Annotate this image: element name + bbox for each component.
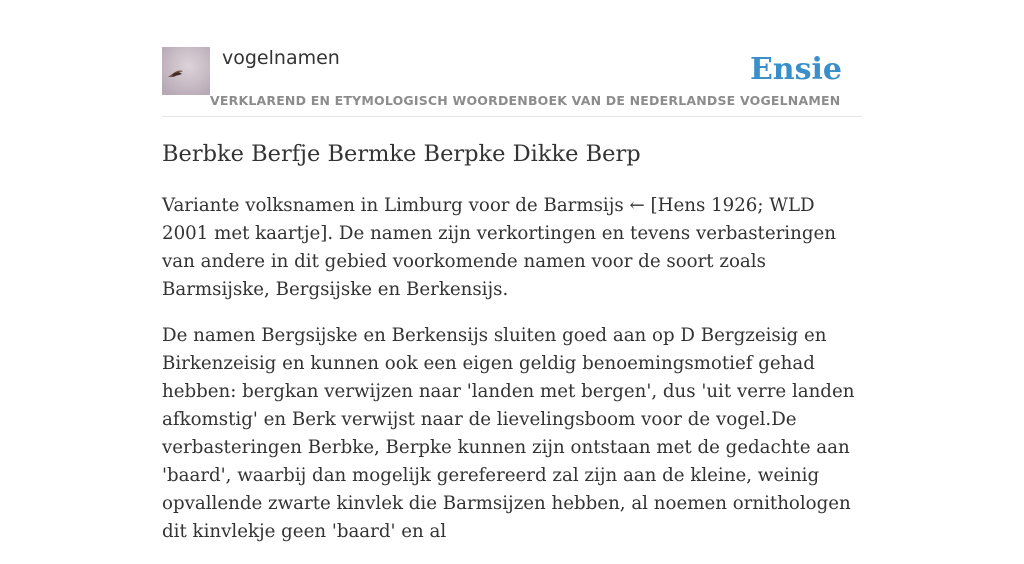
ensie-logo-link[interactable]: Ensie	[749, 52, 842, 87]
site-subtitle: VERKLAREND EN ETYMOLOGISCH WOORDENBOEK VAN DE NEDERLANDSE VOGELNAMEN	[210, 93, 841, 108]
site-name-link[interactable]: vogelnamen	[222, 47, 340, 69]
article-paragraph: De namen Bergsijske en Berkensijs sluiten goed aan op D Bergzeisig en Birkenzeisig en kunnen ook een eigen geldig benoemingsmotief gehad hebben: bergkan verwijzen naar 'landen met bergen', dus 'uit verre landen afkomstig' en Berk verwijst naar de lievelingsboom voor de vogel.De verbasteringen Berbke, Berpke kunnen zijn ontstaan met de gedachte aan 'baard', waarbij dan mogelijk gerefereerd zal zijn aan de kleine, weinig opvallende zwarte kinvlek die Barmsijzen hebben, al noemen ornithologen dit kinvlekje geen 'baard' en al	[162, 325, 855, 542]
page-title: Berbke Berfje Bermke Berpke Dikke Berp	[162, 141, 641, 167]
bird-photo-icon	[162, 47, 210, 95]
site-header	[162, 46, 862, 117]
avatar[interactable]	[162, 47, 210, 95]
article	[162, 138, 862, 564]
article-paragraph: Variante volksnamen in Limburg voor de Barmsijs ← [Hens 1926; WLD 2001 met kaartje]. De namen zijn verkortingen en tevens verbasteringen van andere in dit gebied voorkomende namen voor de soort zoals Barmsijske, Bergsijske en Berkensijs.	[162, 195, 836, 300]
